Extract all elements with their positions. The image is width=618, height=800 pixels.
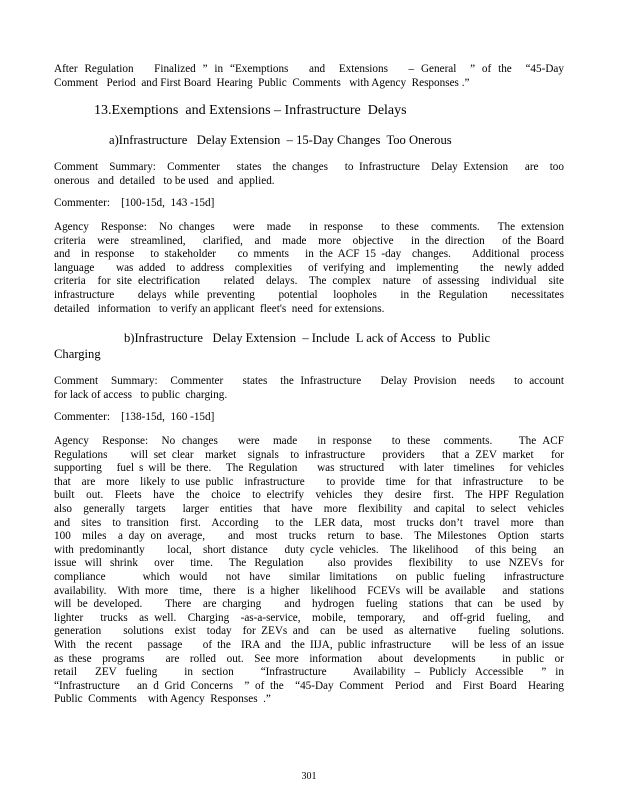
section-heading: 13.Exemptions and Extensions – Infrastructure Delays xyxy=(94,103,407,118)
subsection-b-heading-continued: Charging xyxy=(54,347,101,361)
text-line: and sites to transition first. According to the LER data, most trucks don’t travel more than xyxy=(54,516,564,529)
text-line: with predominantly local, short distance duty cycle vehicles. The likelihood of this being an xyxy=(54,543,564,556)
text-line: Commenter: [138-15d, 160 -15d] xyxy=(54,411,215,423)
text-line: and in response to stakeholder co mments in the ACF 15 -day changes. Additional process xyxy=(54,248,564,261)
subsection-b-heading: b)Infrastructure Delay Extension – Include L ack of Access to Public xyxy=(124,331,491,345)
text-line: Comment Summary: Commenter states the changes to Infrastructure Delay Extension are too xyxy=(54,161,564,173)
text-line: After Regulation Finalized ” in “Exemptions and Extensions – General ” of the “45-Day xyxy=(54,63,564,75)
text-line: built out. Fleets have the choice to electrify vehicles they desire first. The HPF Regulation xyxy=(54,489,564,502)
text-line: 100 miles a day on average, and most trucks return to base. The Milestones Option starts xyxy=(54,530,564,543)
subsection-a-commenter xyxy=(54,197,564,211)
text-line: also generally targets larger entities that have more flexibility and capital to select vehicles xyxy=(54,502,564,515)
text-line: supporting fuel s will be there. The Regulation was structured with later timelines for vehicles xyxy=(54,462,564,475)
text-line: as these programs are rolled out. See more information about developments in public or xyxy=(54,652,564,665)
page-number: 301 xyxy=(301,771,317,782)
text-line: retail ZEV fueling in section “Infrastructure Availability – Publicly Accessible ” in xyxy=(54,666,564,679)
subsection-b-response xyxy=(54,435,564,707)
subsection-a-heading: a)Infrastructure Delay Extension – 15-Day Changes Too Onerous xyxy=(109,133,452,147)
text-line: Commenter: [100-15d, 143 -15d] xyxy=(54,197,215,209)
text-line: language was added to address complexities of verifying and implementing the newly added xyxy=(54,261,564,274)
text-line: “Infrastructure an d Grid Concerns ” of the “45-Day Comment Period and First Board Hearing xyxy=(54,679,564,692)
text-line: generation solutions exist today for ZEVs and can be used as alternative fueling solutions. xyxy=(54,625,564,638)
text-line: criteria were streamlined, clarified, and made more objective in the direction of the Board xyxy=(54,234,564,247)
intro-paragraph xyxy=(54,63,564,90)
text-line: criteria for site electrification related delays. The complex nature of assessing individual site xyxy=(54,275,564,288)
text-line: that are more likely to use public infrastructure to provide time for that infrastructure to be xyxy=(54,475,564,488)
subsection-b-commenter xyxy=(54,411,564,425)
text-line: Public Comments with Agency Responses .” xyxy=(54,693,271,706)
subsection-a-response xyxy=(54,221,564,316)
text-line: compliance which would not have similar limitations on public fueling infrastructure xyxy=(54,570,564,583)
text-line: With the recent passage of the IRA and the IIJA, public infrastructure will be less of an issue xyxy=(54,638,564,651)
text-line: onerous and detailed to be used and applied. xyxy=(54,174,275,187)
text-line: for lack of access to public charging. xyxy=(54,388,228,401)
text-line: will be developed. There are charging and hydrogen fueling stations that can be used by xyxy=(54,598,564,611)
text-line: Agency Response: No changes were made in response to these comments. The extension xyxy=(54,221,564,233)
text-line: issue will shrink over time. The Regulation also provides flexibility to use NZEVs for xyxy=(54,557,564,570)
text-line: Regulations will set clear market signals to infrastructure providers that a ZEV market for xyxy=(54,448,564,461)
text-line: Comment Summary: Commenter states the Infrastructure Delay Provision needs to account xyxy=(54,375,564,387)
text-line: lighter trucks as well. Charging -as-a-service, mobile, temporary, and off-grid fueling, and xyxy=(54,611,564,624)
text-line: infrastructure delays while preventing potential loopholes in the Regulation necessitates xyxy=(54,288,564,301)
text-line: detailed information to verify an applicant fleet's need for extensions. xyxy=(54,302,385,315)
text-line: Comment Period and First Board Hearing Public Comments with Agency Responses .” xyxy=(54,76,470,89)
text-line: availability. With more time, there is a higher likelihood FCEVs will be available and stations xyxy=(54,584,564,597)
text-line: Agency Response: No changes were made in response to these comments. The ACF xyxy=(54,435,564,447)
subsection-a-summary xyxy=(54,161,564,188)
subsection-b-summary xyxy=(54,375,564,402)
